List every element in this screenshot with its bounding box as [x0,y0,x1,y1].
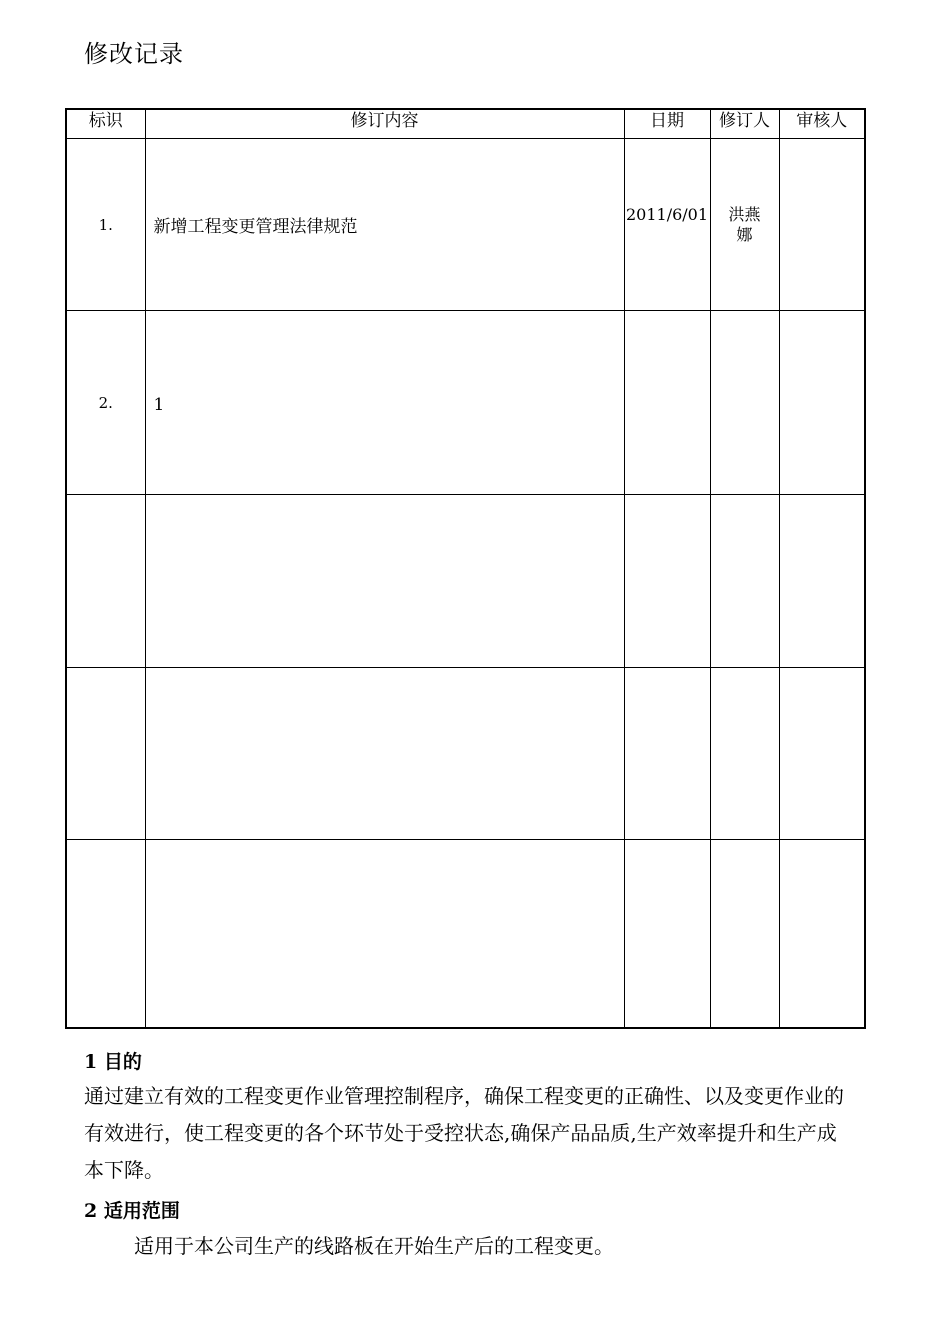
header-reviser: 修订人 [710,109,779,139]
cell-content: 新增工程变更管理法律规范 [145,139,624,311]
cell-content [145,840,624,1028]
header-date: 日期 [624,109,710,139]
cell-id [66,495,145,668]
cell-reviser [710,840,779,1028]
cell-id [66,668,145,840]
cell-date [624,668,710,840]
table-header-row [66,109,865,139]
header-content: 修订内容 [145,109,624,139]
cell-date-text: 2011/6/01 [625,205,709,224]
header-reviewer: 审核人 [779,109,865,139]
cell-reviser [710,495,779,668]
section-body-purpose: 通过建立有效的工程变更作业管理控制程序，确保工程变更的正确性、以及变更作业的有效进行，使工程变更的各个环节处于受控状态,确保产品品质,生产效率提升和生产成本下降。 [84,1084,844,1182]
cell-reviewer [779,139,865,311]
page-title: 修改记录 [84,40,184,68]
section-heading-scope: 2 适用范围 [84,1200,180,1222]
cell-date [624,495,710,668]
cell-reviser-text: 洪燕娜 [728,205,761,244]
cell-content: 1 [145,311,624,495]
cell-date [624,139,710,311]
table-row [66,840,865,1028]
cell-reviser [710,668,779,840]
table-row [66,495,865,668]
cell-id: 2. [66,311,145,495]
cell-reviewer [779,495,865,668]
header-id: 标识 [66,109,145,139]
table-row [66,139,865,311]
section-body-scope: 适用于本公司生产的线路板在开始生产后的工程变更。 [134,1234,614,1258]
cell-content [145,668,624,840]
cell-content [145,495,624,668]
cell-id: 1. [66,139,145,311]
cell-reviewer [779,311,865,495]
cell-id [66,840,145,1028]
revision-table [65,108,866,1029]
table-row [66,311,865,495]
cell-reviewer [779,668,865,840]
table-row [66,668,865,840]
cell-reviser [710,311,779,495]
cell-date [624,311,710,495]
cell-reviser [710,139,779,311]
cell-date [624,840,710,1028]
section-heading-purpose: 1 目的 [84,1051,142,1073]
cell-reviewer [779,840,865,1028]
